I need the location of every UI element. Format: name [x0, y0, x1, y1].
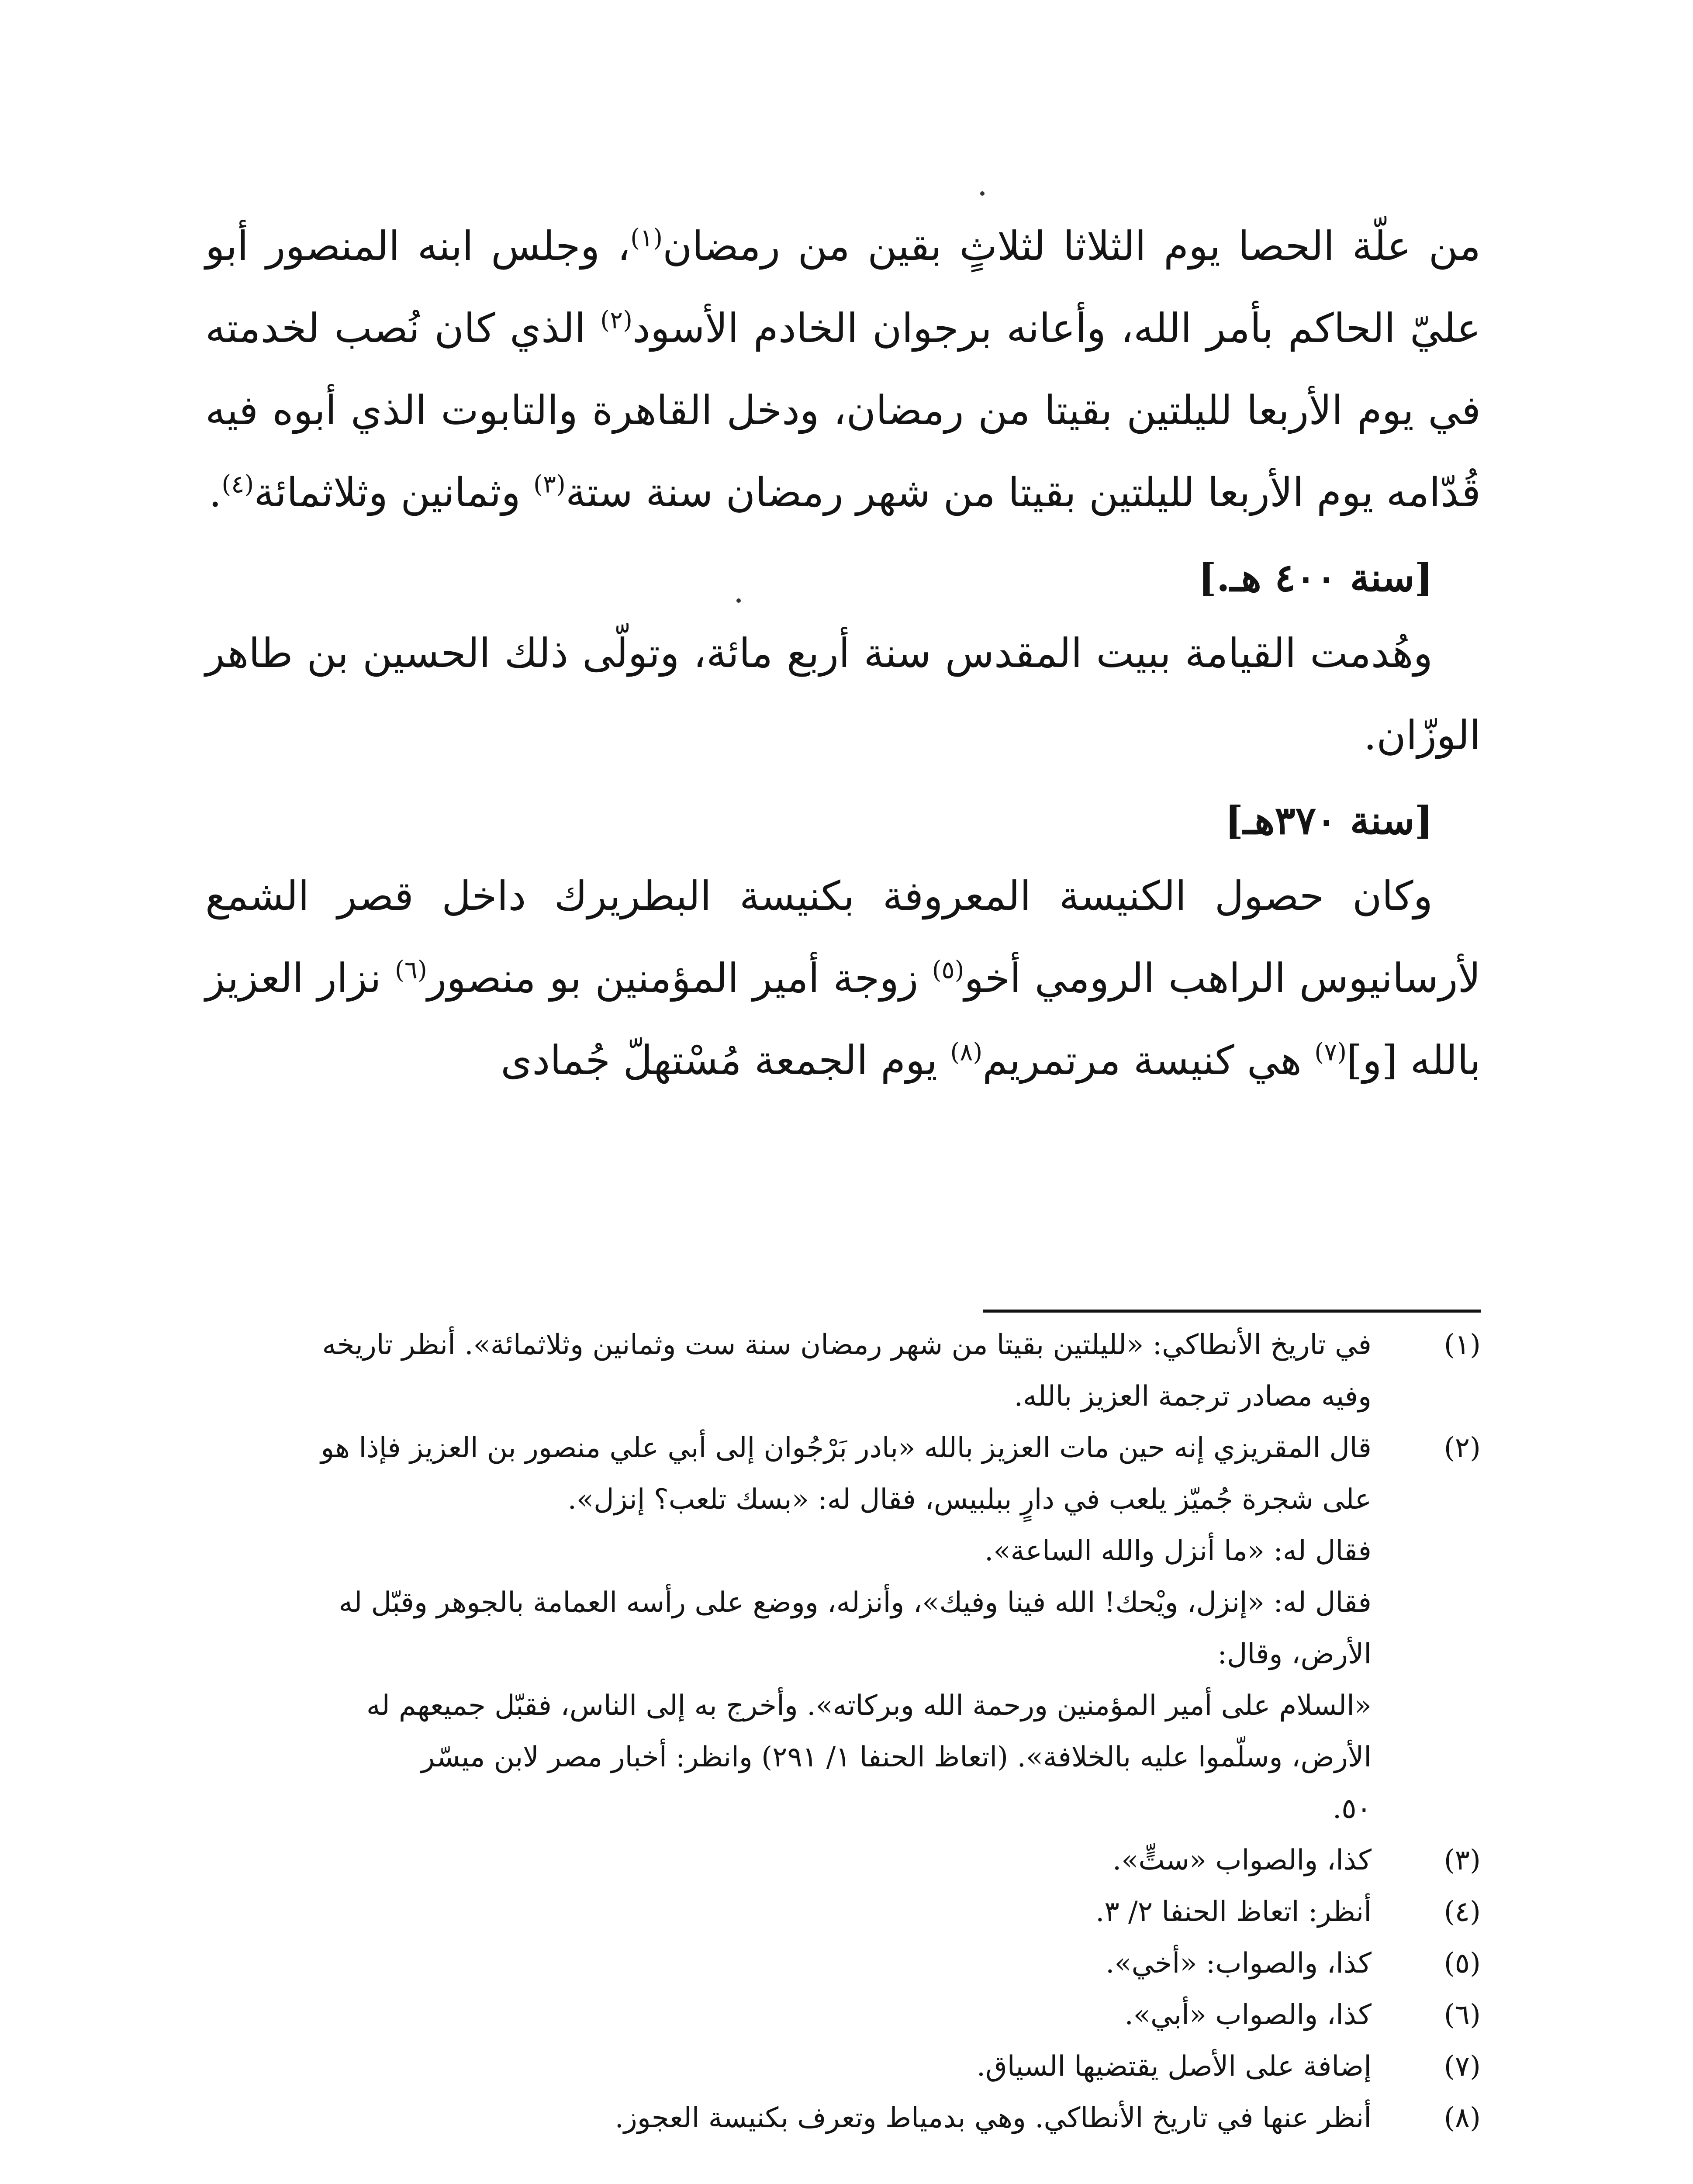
footnote-line: «السلام على أمير المؤمنين ورحمة الله وبركاته». وأخرج به إلى الناس، فقبّل جميعهم له	[366, 1690, 1372, 1722]
main-text	[205, 205, 1481, 1102]
paragraph-2: وهُدمت القيامة ببيت المقدس سنة أربع مائة، وتولّى ذلك الحسين بن طاهر الوزّان.	[205, 630, 1481, 759]
footnote-number: (١)	[1444, 1329, 1481, 1361]
footnote-2	[205, 1422, 1481, 1835]
footnote-1	[205, 1319, 1481, 1422]
footnote-ref-2[interactable]: (٢)	[600, 306, 632, 335]
year-heading-370: [سنة ٣٧٠هـ]	[1225, 798, 1433, 843]
footnote-line: فقال له: «إنزل، ويْحك! الله فينا وفيك»، وأنزله، ووضع على رأسه العمامة بالجوهر وقبّل له	[339, 1586, 1372, 1619]
footnote-line: إضافة على الأصل يقتضيها السياق.	[976, 2050, 1372, 2083]
footnote-separator	[983, 1310, 1481, 1313]
footnote-line: فقال له: «ما أنزل والله الساعة».	[985, 1535, 1372, 1567]
footnote-7	[205, 2041, 1481, 2092]
footnote-ref-1[interactable]: (١)	[630, 224, 663, 252]
footnote-number: (٣)	[1444, 1844, 1481, 1876]
footnote-8	[205, 2092, 1481, 2144]
footnote-ref-7[interactable]: (٧)	[1314, 1038, 1347, 1067]
footnote-number: (٧)	[1444, 2050, 1481, 2083]
footnote-ref-5[interactable]: (٥)	[932, 956, 964, 985]
footnote-4	[205, 1886, 1481, 1938]
footnote-ref-3[interactable]: (٣)	[533, 470, 566, 499]
paragraph-3: وكان حصول الكنيسة المعروفة بكنيسة البطريرك داخل قصر الشمع لأرسانيوس الراهب الرومي أخو$^{(٥)}$ زوجة أمير المؤمنين بو منصور$^{(٦)}$ نزار العزيز بالله [و]$^{(٧)}$ هي كنيسة مرتمريم$^{(٨)}$ يوم الجمعة مُسْتهلّ جُمادى	[205, 873, 1481, 1084]
footnote-number: (٨)	[1444, 2102, 1481, 2134]
footnote-line: كذا، والصواب «أبي».	[1124, 1999, 1372, 2031]
footnote-line: الأرض، وقال:	[1217, 1638, 1372, 1670]
footnote-line: أنظر: اتعاظ الحنفا ٢/ ٣.	[1095, 1896, 1372, 1928]
footnote-ref-8[interactable]: (٨)	[950, 1038, 983, 1067]
footnote-number: (٦)	[1444, 1999, 1481, 2031]
footnote-3	[205, 1835, 1481, 1886]
year-heading-400: [سنة ٤٠٠ هـ.]	[1198, 555, 1433, 600]
footnote-line: ٥٠.	[1332, 1793, 1372, 1825]
footnote-ref-6[interactable]: (٦)	[395, 956, 427, 985]
footnotes	[205, 1319, 1481, 2144]
footnote-5	[205, 1938, 1481, 1989]
footnote-6	[205, 1989, 1481, 2041]
footnote-number: (٤)	[1444, 1896, 1481, 1928]
footnote-line: أنظر عنها في تاريخ الأنطاكي. وهي بدمياط وتعرف بكنيسة العجوز.	[615, 2102, 1372, 2134]
footnote-line: كذا، والصواب: «أخي».	[1106, 1947, 1372, 1980]
footnote-line: في تاريخ الأنطاكي: «لليلتين بقيتا من شهر رمضان سنة ست وثمانين وثلاثمائة». أنظر تاريخه	[322, 1329, 1372, 1361]
paragraph-1: من علّة الحصا يوم الثلاثا لثلاثٍ بقين من رمضان$^{(١)}$، وجلس ابنه المنصور أبو عليّ الحاكم بأمر الله، وأعانه برجوان الخادم الأسود$^{(٢)}$ الذي كان نُصب لخدمته في يوم الأربعا لليلتين بقيتا من رمضان، ودخل القاهرة والتابوت الذي أبوه فيه قُدّامه يوم الأربعا لليلتين بقيتا من شهر رمضان سنة ستة$^{(٣)}$ وثمانين وثلاثمائة$^{(٤)}$.	[205, 223, 1481, 516]
footnote-line: قال المقريزي إنه حين مات العزيز بالله «بادر بَرْجُوان إلى أبي علي منصور بن العزيز فإذا هو	[321, 1432, 1372, 1464]
footnote-line: الأرض، وسلّموا عليه بالخلافة». (اتعاظ الحنفا ١/ ٢٩١) وانظر: أخبار مصر لابن ميسّر	[421, 1741, 1372, 1773]
footnote-line: على شجرة جُميّز يلعب في دارٍ ببلبيس، فقال له: «بسك تلعب؟ إنزل».	[567, 1483, 1372, 1516]
footnote-number: (٢)	[1444, 1432, 1481, 1464]
footnote-line: كذا، والصواب «ستٍّ».	[1112, 1844, 1372, 1876]
footnote-line: وفيه مصادر ترجمة العزيز بالله.	[1014, 1380, 1372, 1413]
footnote-ref-4[interactable]: (٤)	[221, 470, 254, 499]
footnote-number: (٥)	[1444, 1947, 1481, 1980]
scan-speck	[980, 191, 985, 196]
